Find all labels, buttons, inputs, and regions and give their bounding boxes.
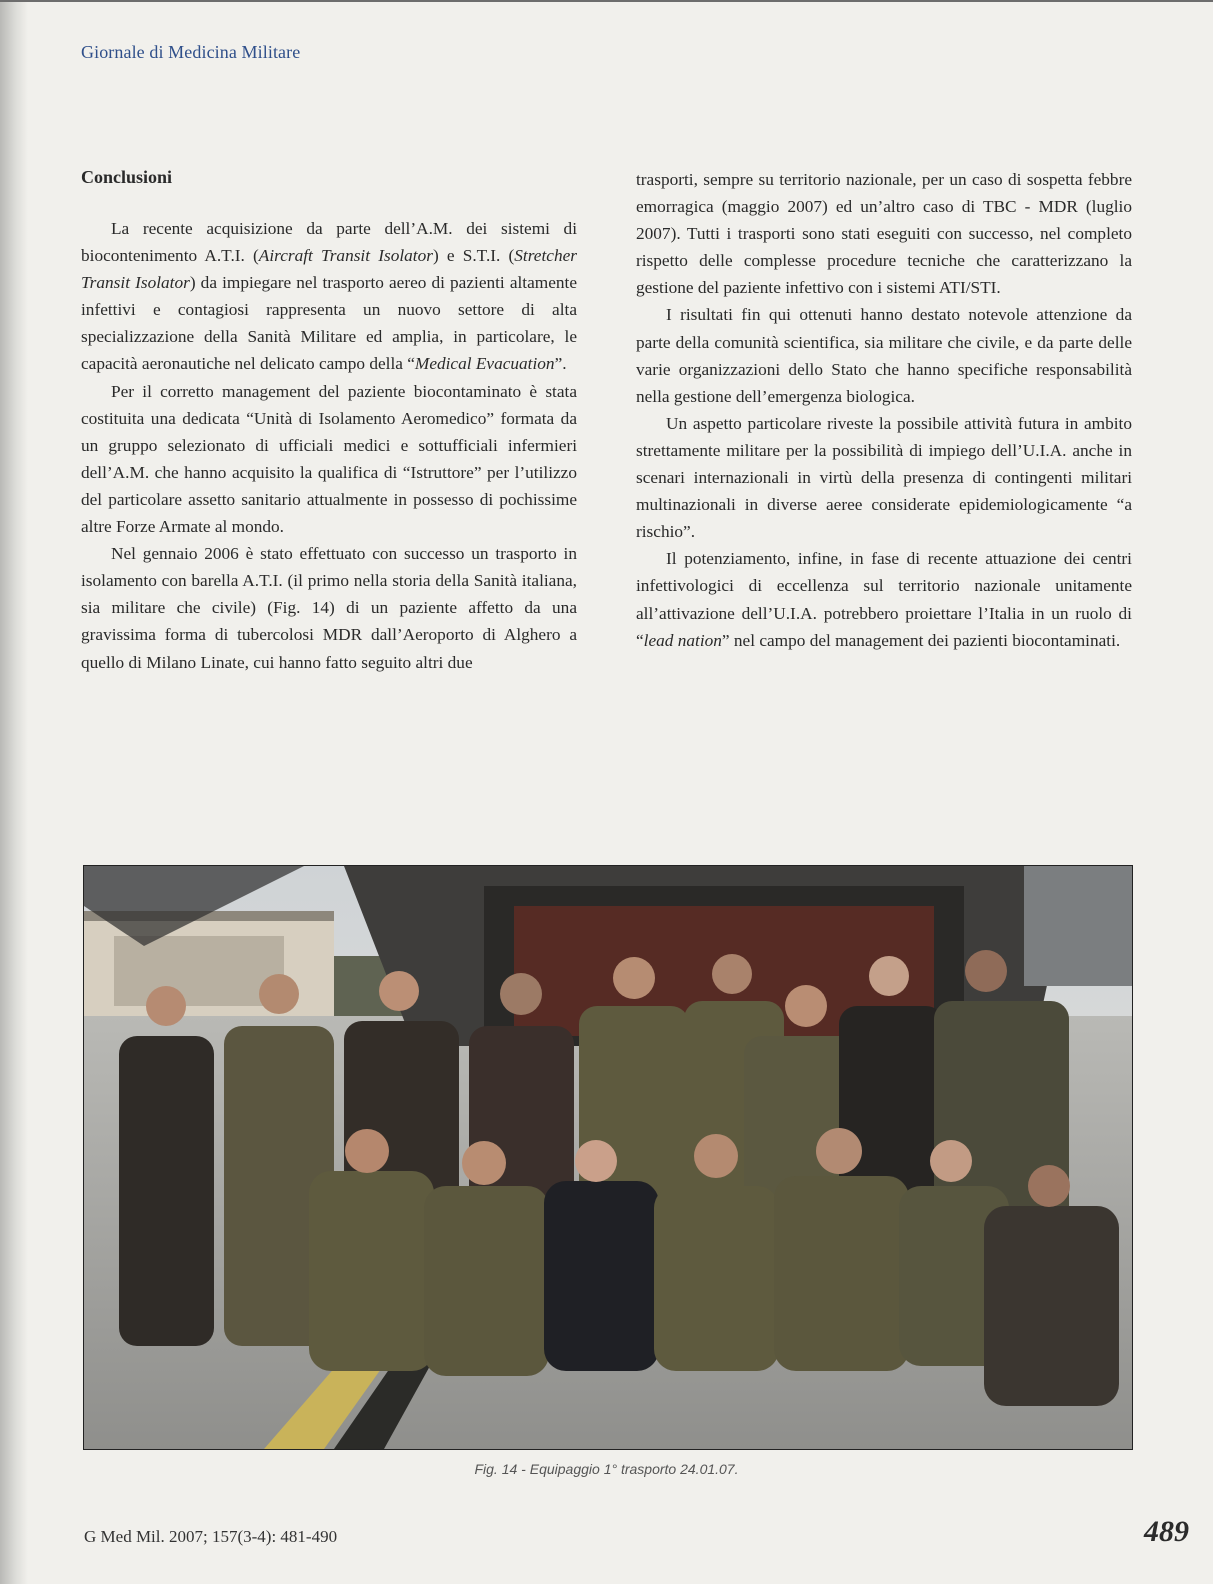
group-photo-figure [83,865,1133,1450]
paragraph: Il potenziamento, infine, in fase di recente attuazione dei centri infettivologici di eccellenza sul territorio nazionale unitamente all’attivazione dell’U.I.A. potrebbero proiettare l’Italia in un ruolo di “lead nation” nel campo del management dei pazienti biocontaminati. [636,549,1132,650]
paragraph: La recente acquisizione da parte dell’A.M. dei sistemi di biocontenimento A.T.I. (Aircraft Transit Isolator) e S.T.I. (Stretcher Transit Isolator) da impiegare nel trasporto aereo di pazienti altamente infettivi e contagiosi rappresenta un nuovo settore di alta specializzazione della Sanità Militare ed amplia, in particolare, le capacità aeronautiche nel delicato campo della “Medical Evacuation”. [81,219,577,374]
paragraph: Per il corretto management del paziente biocontaminato è stata costituita una dedicata “Unità di Isolamento Aeromedico” formata da un gruppo selezionato di ufficiali medici e sottufficiali infermieri dell’A.M. che hanno acquisito la qualifica di “Istruttore” per l’utilizzo del particolare assetto sanitario attualmente in possesso di pochissime altre Forze Armate al mondo. [81,381,577,537]
journal-header: Giornale di Medicina Militare [81,42,301,62]
paragraph: Un aspetto particolare riveste la possibile attività futura in ambito strettamente militare per la possibilità di impiego dell’U.I.A. anche in scenari internazionali in virtù della presenza di contingenti militari multinazionali in diverse aeree considerate epidemiologicamente “a rischio”. [636,413,1132,542]
page-gutter-shadow [0,0,28,1584]
paragraph: Nel gennaio 2006 è stato effettuato con successo un trasporto in isolamento con barella A.T.I. (il primo nella storia della Sanità italiana, sia militare che civile) (Fig. 14) di un paziente affetto da una gravissima forma di tubercolosi MDR dall’Aeroporto di Alghero a quello di Milano Linate, cui hanno fatto seguito altri due [81,544,577,672]
figure-caption: Fig. 14 - Equipaggio 1° trasporto 24.01.07. [474,1461,739,1477]
group-photo [84,866,1132,1449]
footer-citation: G Med Mil. 2007; 157(3-4): 481-490 [84,1527,338,1546]
top-rule [0,0,1213,2]
left-column [81,166,577,676]
right-column [636,166,1132,654]
paragraph: trasporti, sempre su territorio nazionale, per un caso di sospetta febbre emorragica (maggio 2007) ed un’altro caso di TBC - MDR (luglio 2007). Tutti i trasporti sono stati eseguiti con successo, nel completo rispetto delle complesse procedure tecniche che caratterizzano la gestione del paziente infettivo con i sistemi ATI/STI. [636,170,1132,298]
paragraph: I risultati fin qui ottenuti hanno destato notevole attenzione da parte della comunità scientifica, sia militare che civile, e da parte delle varie organizzazioni dello Stato che hanno specifiche responsabilità nella gestione dell’emergenza biologica. [636,305,1132,406]
section-heading: Conclusioni [81,167,173,187]
page-number: 489 [1144,1515,1189,1548]
